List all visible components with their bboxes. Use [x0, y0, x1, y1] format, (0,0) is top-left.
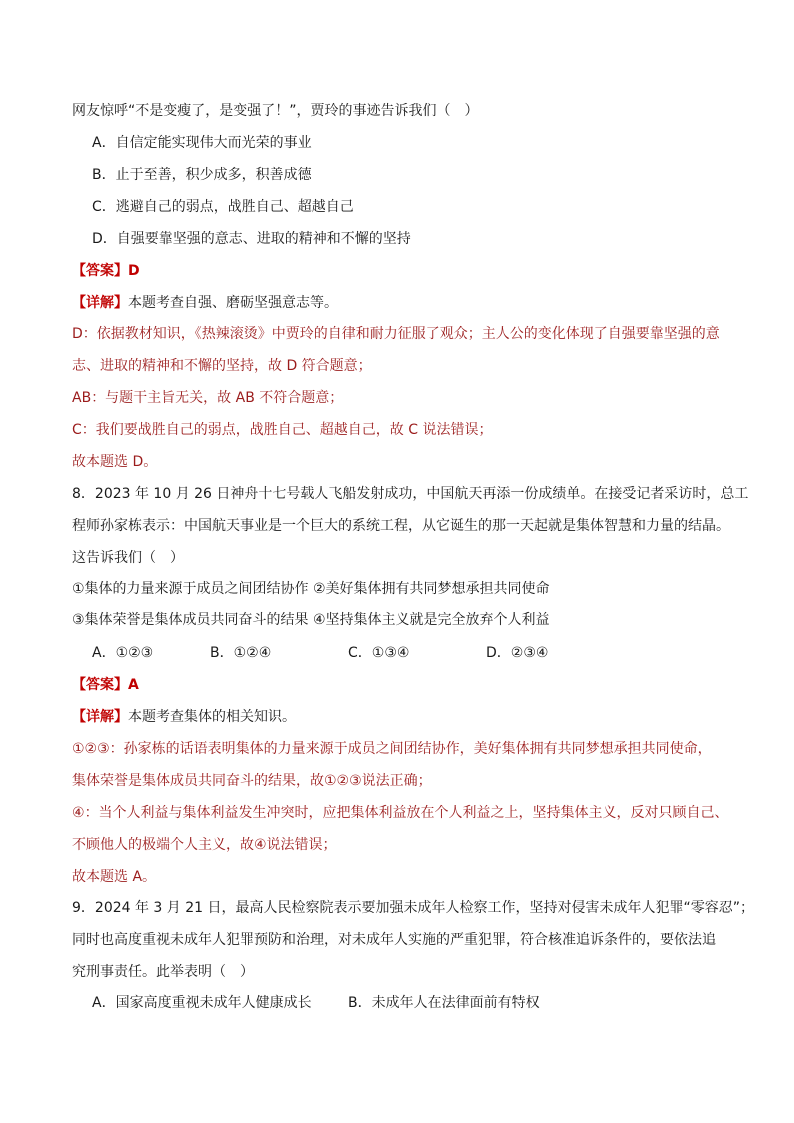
- q7-option-d: D．自强要靠坚强的意志、进取的精神和不懈的坚持: [92, 231, 411, 247]
- q7-option-c: C．逃避自己的弱点，战胜自己、超越自己: [92, 199, 354, 215]
- q9-stem-line-1: 9．2024 年 3 月 21 日，最高人民检察院表示要加强未成年人检察工作，坚持对侵害未成年人犯罪“零容忍”；: [72, 900, 755, 916]
- q8-statements-2: ③集体荣誉是集体成员共同奋斗的结果 ④坚持集体主义就是完全放弃个人利益: [72, 612, 550, 628]
- q8-option-d: D．②③④: [486, 645, 549, 661]
- q8-analysis-123-cont: 集体荣誉是集体成员共同奋斗的结果，故①②③说法正确；: [72, 773, 432, 789]
- q8-conclusion: 故本题选 A。: [72, 869, 157, 885]
- q9-option-a: A．国家高度重视未成年人健康成长: [92, 995, 312, 1011]
- q7-analysis-c: C：我们要战胜自己的弱点，战胜自己、超越自己，故 C 说法错误；: [72, 422, 493, 438]
- analysis-key: D: [72, 326, 83, 342]
- analysis-key: C: [72, 422, 82, 438]
- detail-text: 本题考查自强、磨砺坚强意志等。: [128, 295, 338, 311]
- q7-analysis-d-cont: 志、进取的精神和不懈的坚持，故 D 符合题意；: [72, 358, 372, 374]
- answer-value: A: [128, 677, 139, 693]
- q7-answer: [72, 261, 140, 281]
- q8-option-a: A．①②③: [92, 645, 154, 661]
- q7-analysis-d: D：依据教材知识，《热辣滚烫》中贾玲的自律和耐力征服了观众；主人公的变化体现了自强要靠坚强的意: [72, 326, 720, 342]
- q7-conclusion: 故本题选 D。: [72, 454, 158, 470]
- answer-value: D: [128, 263, 140, 279]
- q8-stem-line-2: 程师孙家栋表示：中国航天事业是一个巨大的系统工程，从它诞生的那一天起就是集体智慧和力量的结晶。: [72, 518, 730, 534]
- analysis-key: ④: [72, 805, 85, 821]
- q8-stem-line-3: 这告诉我们（ ）: [72, 550, 184, 566]
- q8-analysis-4-cont: 不顾他人的极端个人主义，故④说法错误；: [72, 837, 337, 853]
- q8-analysis-123: ①②③：孙家栋的话语表明集体的力量来源于成员之间团结协作，美好集体拥有共同梦想承担共同使命，: [72, 741, 712, 757]
- q7-analysis-ab: AB：与题干主旨无关，故 AB 不符合题意；: [72, 390, 344, 406]
- q7-detail: [72, 293, 338, 313]
- q9-stem-line-2: 同时也高度重视未成年人犯罪预防和治理，对未成年人实施的严重犯罪，符合核准追诉条件的，要依法追: [72, 932, 716, 948]
- q8-statements-1: ①集体的力量来源于成员之间团结协作 ②美好集体拥有共同梦想承担共同使命: [72, 581, 550, 597]
- analysis-key: AB: [72, 390, 92, 406]
- answer-label: 【答案】: [72, 263, 128, 279]
- q8-analysis-4: ④：当个人利益与集体利益发生冲突时，应把集体利益放在个人利益之上，坚持集体主义，反对只顾自己、: [72, 805, 729, 821]
- q9-stem-line-3: 究刑事责任。此举表明（ ）: [72, 964, 254, 980]
- q7-option-a: A．自信定能实现伟大而光荣的事业: [92, 135, 312, 151]
- q7-stem: 网友惊呼“不是变瘦了，是变强了！”，贾玲的事迹告诉我们（ ）: [72, 103, 479, 119]
- q8-stem-line-1: 8．2023 年 10 月 26 日神舟十七号载人飞船发射成功，中国航天再添一份成绩单。在接受记者采访时，总工: [72, 486, 749, 502]
- detail-text: 本题考查集体的相关知识。: [128, 709, 296, 725]
- detail-label: 【详解】: [72, 709, 128, 725]
- answer-label: 【答案】: [72, 677, 128, 693]
- q8-options: [92, 643, 692, 663]
- q9-options: [92, 993, 692, 1013]
- q8-answer: [72, 675, 139, 695]
- q7-option-b: B．止于至善，积少成多，积善成德: [92, 167, 312, 183]
- q8-option-b: B．①②④: [210, 645, 272, 661]
- q8-option-c: C．①③④: [348, 645, 410, 661]
- q9-option-b: B．未成年人在法律面前有特权: [348, 995, 540, 1011]
- analysis-key: ①②③: [72, 741, 110, 757]
- q8-detail: [72, 707, 296, 727]
- detail-label: 【详解】: [72, 295, 128, 311]
